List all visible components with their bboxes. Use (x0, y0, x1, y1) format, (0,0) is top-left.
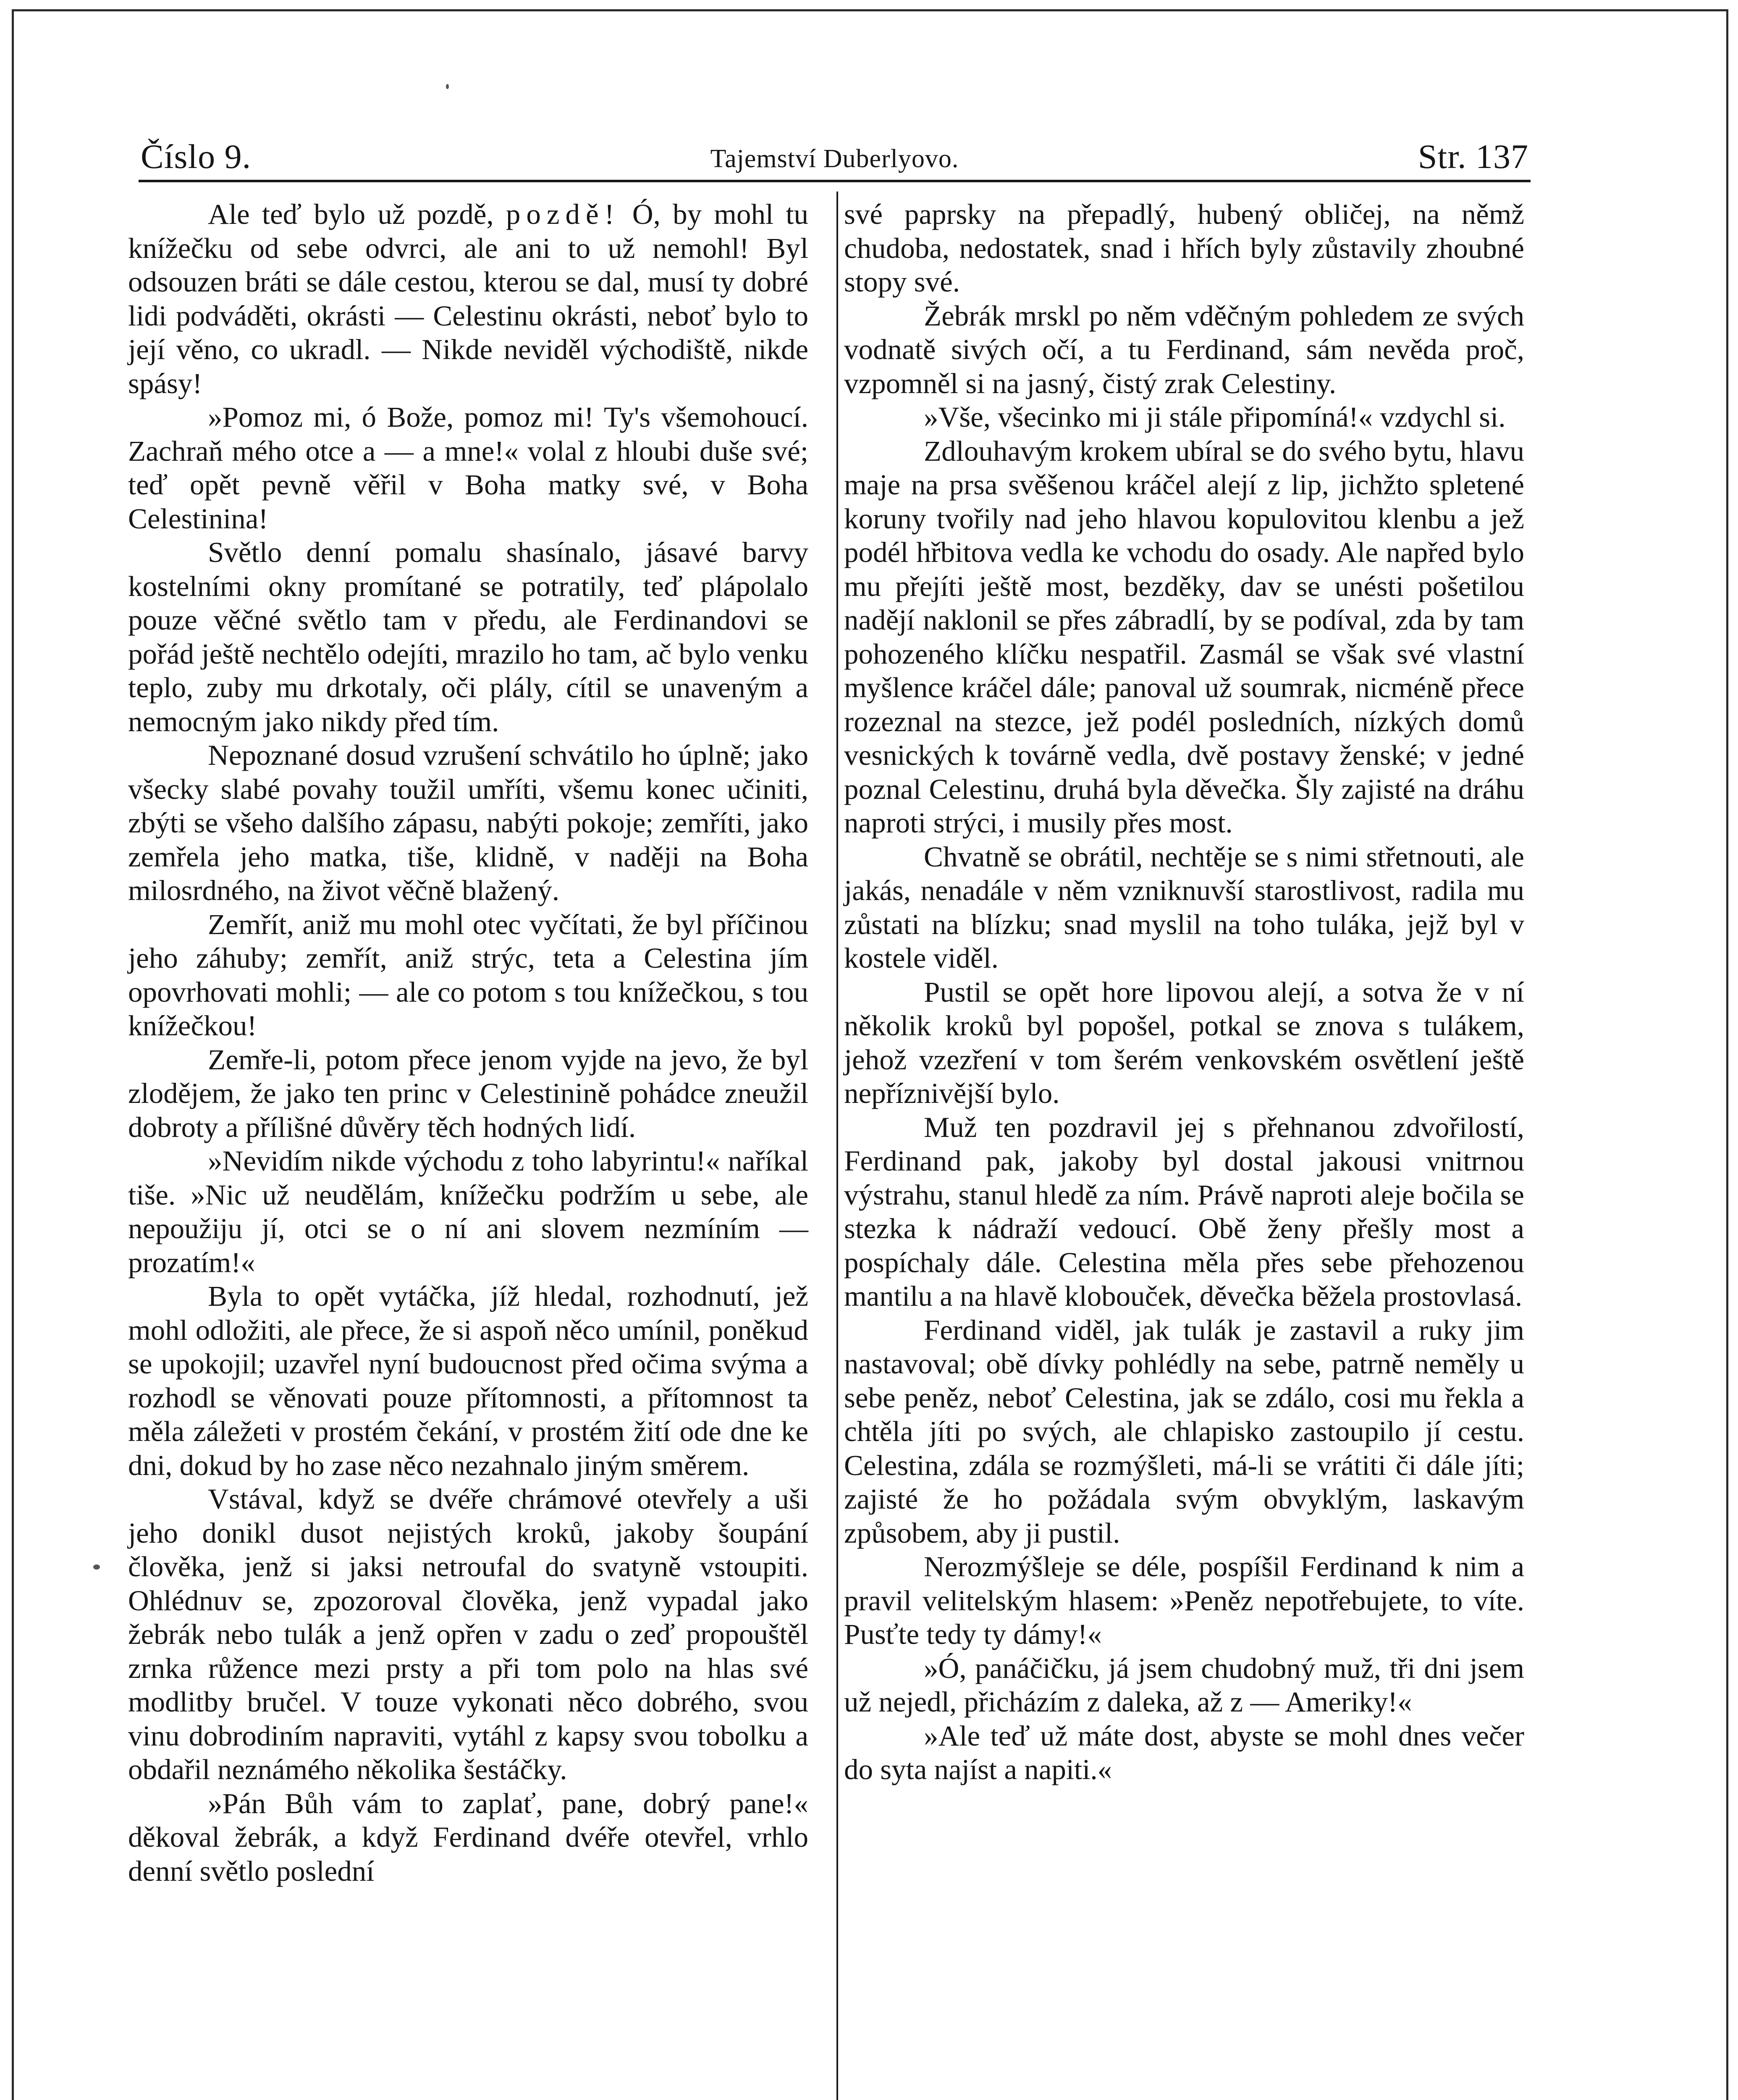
paragraph: »Pán Bůh vám to zaplať, pane, dobrý pane!« děkoval žebrák, a když Ferdinand dvéře otevřel, vrhlo denní světlo poslední (128, 1787, 808, 1887)
paragraph: »Nevidím nikde východu z toho labyrintu!« naříkal tiše. »Nic už neudělám, knížečku podržím u sebe, ale nepoužiju jí, otci se o ní ani slovem nezmíním — prozatím!« (128, 1145, 808, 1278)
paragraph: Zemřít, aniž mu mohl otec vyčítati, že byl příčinou jeho záhuby; zemřít, aniž strýc, teta a Celestina jím opovrhovati mohli; — ale co potom s tou knížečkou, s tou knížečkou! (128, 908, 808, 1042)
emphasized-text: pozdě! (506, 198, 620, 230)
issue-number: Číslo 9. (141, 137, 252, 176)
paragraph: Světlo denní pomalu shasínalo, jásavé barvy kostelními okny promítané se potratily, teď plápolalo pouze věčné světlo tam v předu, ale Ferdinandovi se pořád ještě nechtělo odejíti, mrazilo ho tam, ač bylo venku teplo, zuby mu drkotaly, oči plály, cítil se unaveným a nemocným jako nikdy před tím. (128, 536, 808, 738)
paragraph: »Ale teď už máte dost, abyste se mohl dnes večer do syta najíst a napiti.« (844, 1719, 1524, 1785)
paragraph: Nerozmýšleje se déle, pospíšil Ferdinand k nim a pravil velitelským hlasem: »Peněz nepotřebujete, to víte. Pusťte tedy ty dámy!« (844, 1551, 1524, 1650)
paragraph-text: Ale teď bylo už pozdě, (208, 198, 506, 230)
paragraph: Ferdinand viděl, jak tulák je zastavil a ruky jim nastavoval; obě dívky pohlédly na sebe, patrně neměly u sebe peněz, neboť Celestina, jak se zdálo, cosi mu řekla a chtěla jíti po svých, ale chlapisko zastoupilo jí cestu. Celestina, zdála se rozmýšleti, má-li se vrátiti či dále jíti; zajisté že ho požádala svým obvyklým, laskavým způsobem, aby ji pustil. (844, 1314, 1524, 1549)
paragraph: Muž ten pozdravil jej s přehnanou zdvořilostí, Ferdinand pak, jakoby byl dostal jakousi vnitrnou výstrahu, stanul hledě za ním. Právě naproti aleje bočila se stezka k nádraží vedoucí. Obě ženy přešly most a pospíchaly dále. Celestina měla přes sebe přehozenou mantilu a na hlavě klobouček, děvečka běžela prostovlasá. (844, 1111, 1524, 1312)
paragraph: Byla to opět vytáčka, jíž hledal, rozhodnutí, jež mohl odložiti, ale přece, že si aspoň něco umínil, poněkud se upokojil; uzavřel nyní budoucnost před očima svýma a rozhodl se věnovati pouze přítomnosti, a přítomnost ta měla záležeti v prostém čekání, v prostém žití ode dne ke dni, dokud by ho zase něco nezahnalo jiným směrem. (128, 1280, 808, 1481)
paragraph: »Pomoz mi, ó Bože, pomoz mi! Ty's všemohoucí. Zachraň mého otce a — a mne!« volal z hloubi duše své; teď opět pevně věřil v Boha matky své, v Boha Celestinina! (128, 401, 808, 535)
paragraph: Zdlouhavým krokem ubíral se do svého bytu, hlavu maje na prsa svěšenou kráčel alejí z lip, jichžto spletené koruny tvořily nad jeho hlavou kopulovitou klenbu a jež podél hřbitova vedla ke vchodu do osady. Ale napřed bylo mu přejíti ještě most, bezděky, dav se unésti pošetilou nadějí naklonil se přes zábradlí, by se podíval, zda by tam pohozeného klíčku nespatřil. Zasmál se však své vlastní myšlence kráčel dále; panoval už soumrak, nicméně přece rozeznal na stezce, jež podél posledních, nízkých domů vesnických k továrně vedla, dvě postavy ženské; v jedné poznal Celestinu, druhá byla děvečka. Šly zajisté na dráhu naproti strýci, i musily přes most. (844, 435, 1524, 839)
left-column (128, 197, 808, 1888)
paragraph (128, 197, 808, 400)
paragraph: Chvatně se obrátil, nechtěje se s nimi střetnouti, ale jakás, nenadále v něm vzniknuvší starostlivost, radila mu zůstati na blízku; snad myslil na toho tuláka, jejž byl v kostele viděl. (844, 840, 1524, 974)
scan-speck (93, 1564, 100, 1570)
paragraph-continued: své paprsky na přepadlý, hubený obličej, na němž chudoba, nedostatek, snad i hřích byly zůstavily zhoubné stopy své. (844, 198, 1524, 298)
paragraph: Nepoznané dosud vzrušení schvátilo ho úplně; jako všecky slabé povahy toužil umříti, všemu konec učiniti, zbýti se všeho dalšího zápasu, nabýti pokoje; zemříti, jako zemřela jeho matka, tiše, klidně, v naději na Boha milosrdného, na život věčně blažený. (128, 739, 808, 906)
paragraph: »Ó, panáčičku, já jsem chudobný muž, tři dni jsem už nejedl, přicházím z daleka, až z — Ameriky!« (844, 1652, 1524, 1718)
page-number: Str. 137 (1418, 137, 1528, 176)
header-rule (139, 180, 1531, 182)
running-title: Tajemství Duberlyovo. (710, 144, 959, 173)
paragraph: Žebrák mrskl po něm vděčným pohledem ze svých vodnatě sivých očí, a tu Ferdinand, sám nevěda proč, vzpomněl si na jasný, čistý zrak Celestiny. (844, 299, 1524, 399)
page-header (141, 134, 1528, 180)
paragraph: Zemře-li, potom přece jenom vyjde na jevo, že byl zlodějem, že jako ten princ v Celestinině pohádce zneužil dobroty a přílišné důvěry těch hodných lidí. (128, 1043, 808, 1143)
right-column (844, 197, 1524, 1787)
paragraph-text: Ó, by mohl tu knížečku od sebe odvrci, ale ani to už nemohl! Byl odsouzen bráti se dále cestou, kterou se dal, musí ty dobré lidi podváděti, okrásti — Celestinu okrásti, neboť bylo to její věno, co ukradl. — Nikde neviděl východiště, nikde spásy! (128, 198, 809, 399)
paragraph: »Vše, všecinko mi ji stále připomíná!« vzdychl si. (924, 401, 1506, 433)
paragraph: Vstával, když se dvéře chrámové otevřely a uši jeho donikl dusot nejistých kroků, jakoby šoupání člověka, jenž si jaksi netroufal do svatyně vstoupiti. Ohlédnuv se, zpozoroval člověka, jenž vypadal jako žebrák nebo tulák a jenž opřen v zadu o zeď propouštěl zrnka růžence mezi prsty a při tom polo na hlas své modlitby bručel. V touze vykonati něco dobrého, svou vinu dobrodiním napraviti, vytáhl z kapsy svou tobolku a obdařil neznámého několika šestáčky. (128, 1483, 808, 1785)
column-divider (836, 192, 838, 2100)
paragraph: Pustil se opět hore lipovou alejí, a sotva že v ní několik kroků byl popošel, potkal se znova s tulákem, jehož vzezření v tom šerém venkovském osvětlení ještě nepříznivější bylo. (844, 976, 1524, 1109)
scan-speck (446, 84, 449, 89)
